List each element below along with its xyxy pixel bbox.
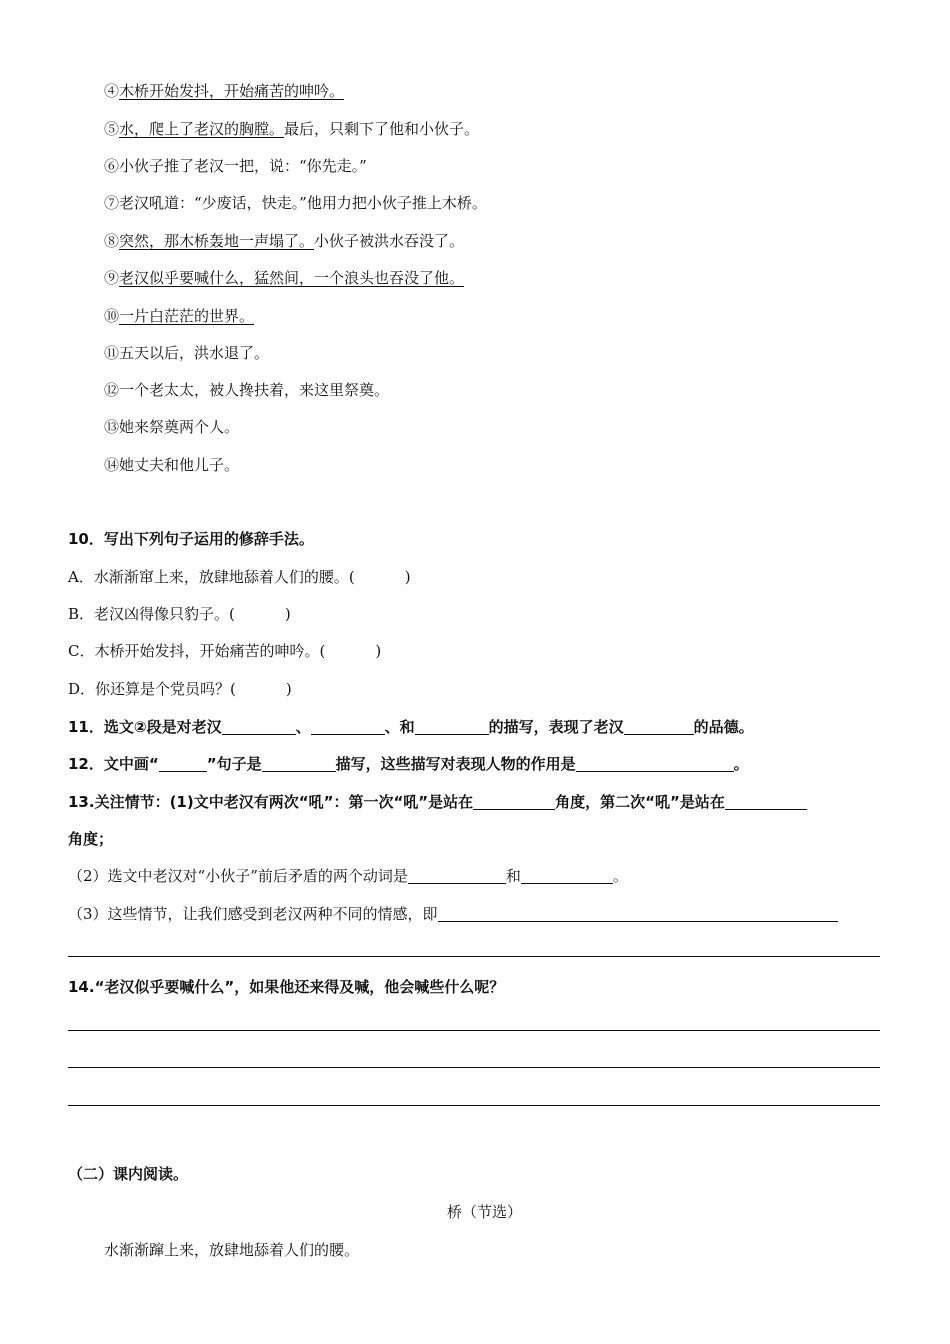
underlined-text: 突然，那木桥轰地一声塌了。: [119, 232, 315, 250]
q13-s3-text: （3）这些情节，让我们感受到老汉两种不同的情感，即: [68, 905, 438, 923]
passage-line-5: [104, 118, 479, 139]
line-number: ⑫: [104, 381, 120, 399]
passage-line-11: [104, 342, 269, 363]
passage-line-10: [104, 305, 254, 326]
passage-line-7: [104, 192, 487, 213]
passage-line-4: [104, 80, 344, 101]
underlined-text: 水，爬上了老汉的胸膛。: [119, 120, 285, 138]
question-10-option-c: [68, 640, 381, 661]
q12-text-3: 描写，这些描写对表现人物的作用是: [335, 755, 576, 773]
question-13-part-3: [68, 903, 838, 924]
underline-sample: [159, 755, 207, 772]
close-paren: ): [404, 568, 411, 586]
line-number: ⑭: [104, 456, 120, 474]
q12-text-2: ”句子是: [206, 755, 262, 773]
question-10-option-d: [68, 678, 292, 699]
plain-text: 老汉吼道：“少废话，快走。”他用力把小伙子推上木桥。: [119, 194, 487, 212]
q12-text-1: 12．文中画“: [68, 755, 159, 773]
passage-line-12: [104, 379, 389, 400]
answer-line[interactable]: [68, 956, 880, 957]
option-text: B．老汉凶得像只豹子。(: [68, 605, 235, 623]
question-10-option-a: [68, 566, 411, 587]
line-number: ⑨: [104, 269, 120, 287]
plain-text: 她来祭奠两个人。: [119, 418, 240, 436]
question-12: [68, 753, 749, 774]
q13-s2-text-3: 。: [612, 867, 628, 885]
line-number: ⑧: [104, 232, 120, 250]
passage-title: 桥（节选）: [447, 1203, 523, 1221]
answer-blank[interactable]: [311, 718, 385, 735]
q12-text-4: 。: [733, 755, 749, 773]
answer-blank[interactable]: [222, 718, 296, 735]
line-number: ⑦: [104, 194, 120, 212]
q13-text-2: 角度，第二次“吼”是站在: [555, 793, 725, 811]
line-number: ⑥: [104, 157, 120, 175]
line-number: ⑬: [104, 418, 120, 436]
plain-text: 她丈夫和他儿子。: [119, 456, 240, 474]
plain-text: 最后，只剩下了他和小伙子。: [284, 120, 480, 138]
answer-blank[interactable]: [725, 793, 807, 810]
answer-blank[interactable]: [262, 755, 336, 772]
plain-text: 五天以后，洪水退了。: [119, 344, 270, 362]
answer-blank[interactable]: [576, 755, 734, 772]
question-11: [68, 716, 754, 737]
plain-part: 老汉似乎要喊什么，: [119, 269, 255, 287]
q13-s2-text-2: 和: [505, 867, 521, 885]
q13-text-1: 13.关注情节：(1)文中老汉有两次“吼”：第一次“吼”是站在: [68, 793, 474, 811]
q11-sep-2: 、和: [384, 718, 415, 736]
q13-s2-text-1: （2）选文中老汉对“小伙子”前后矛盾的两个动词是: [68, 867, 408, 885]
passage-line-14: [104, 454, 239, 475]
answer-blank[interactable]: [521, 867, 613, 884]
plain-text: 一个老太太，被人搀扶着，来这里祭奠。: [119, 381, 390, 399]
question-10-option-b: [68, 603, 291, 624]
line-number: ⑩: [104, 307, 120, 325]
answer-blank[interactable]: [473, 793, 555, 810]
answer-line[interactable]: [68, 1030, 880, 1031]
underlined-text: 一片白茫茫的世界。: [119, 307, 255, 325]
q11-text-2: 的描写，表现了老汉: [488, 718, 624, 736]
q11-text-3: 的品德。: [693, 718, 754, 736]
line-number: ④: [104, 82, 120, 100]
plain-text: 小伙子被洪水吞没了。: [314, 232, 465, 250]
passage-first-line: 水渐渐蹿上来，放肆地舔着人们的腰。: [104, 1241, 360, 1259]
line-number: ⑤: [104, 120, 120, 138]
q11-sep-1: 、: [295, 718, 311, 736]
line-number: ⑪: [104, 344, 120, 362]
answer-blank[interactable]: [624, 718, 694, 735]
answer-line[interactable]: [68, 1067, 880, 1068]
option-text: C．木桥开始发抖，开始痛苦的呻吟。(: [68, 642, 326, 660]
underlined-part: 猛然间，一个浪头也吞没了他。: [254, 269, 465, 287]
answer-blank[interactable]: [408, 867, 506, 884]
option-text: A．水渐渐窜上来，放肆地舔着人们的腰。(: [68, 568, 355, 586]
underlined-text: [119, 269, 464, 287]
answer-line[interactable]: [68, 1105, 880, 1106]
q11-text-1: 11．选文②段是对老汉: [68, 718, 222, 736]
plain-text: 小伙子推了老汉一把，说：“你先走。”: [119, 157, 367, 175]
passage-line-9: [104, 267, 464, 288]
option-text: D．你还算是个党员吗？(: [68, 680, 236, 698]
question-10-title: 10．写出下列句子运用的修辞手法。: [68, 530, 314, 548]
passage-line-13: [104, 416, 239, 437]
section-heading: （二）课内阅读。: [68, 1165, 189, 1183]
question-13-part-2: [68, 865, 628, 886]
answer-blank[interactable]: [438, 905, 838, 922]
answer-blank[interactable]: [415, 718, 489, 735]
question-13-part-1: [68, 791, 807, 812]
passage-line-8: [104, 230, 464, 251]
close-paren: ): [285, 680, 292, 698]
passage-line-6: [104, 155, 367, 176]
close-paren: ): [375, 642, 382, 660]
question-13-part-1-end: 角度；: [68, 830, 114, 848]
question-14-title: 14.“老汉似乎要喊什么”，如果他还来得及喊，他会喊些什么呢？: [68, 978, 505, 996]
underlined-text: 木桥开始发抖，开始痛苦的呻吟。: [119, 82, 345, 100]
close-paren: ): [284, 605, 291, 623]
